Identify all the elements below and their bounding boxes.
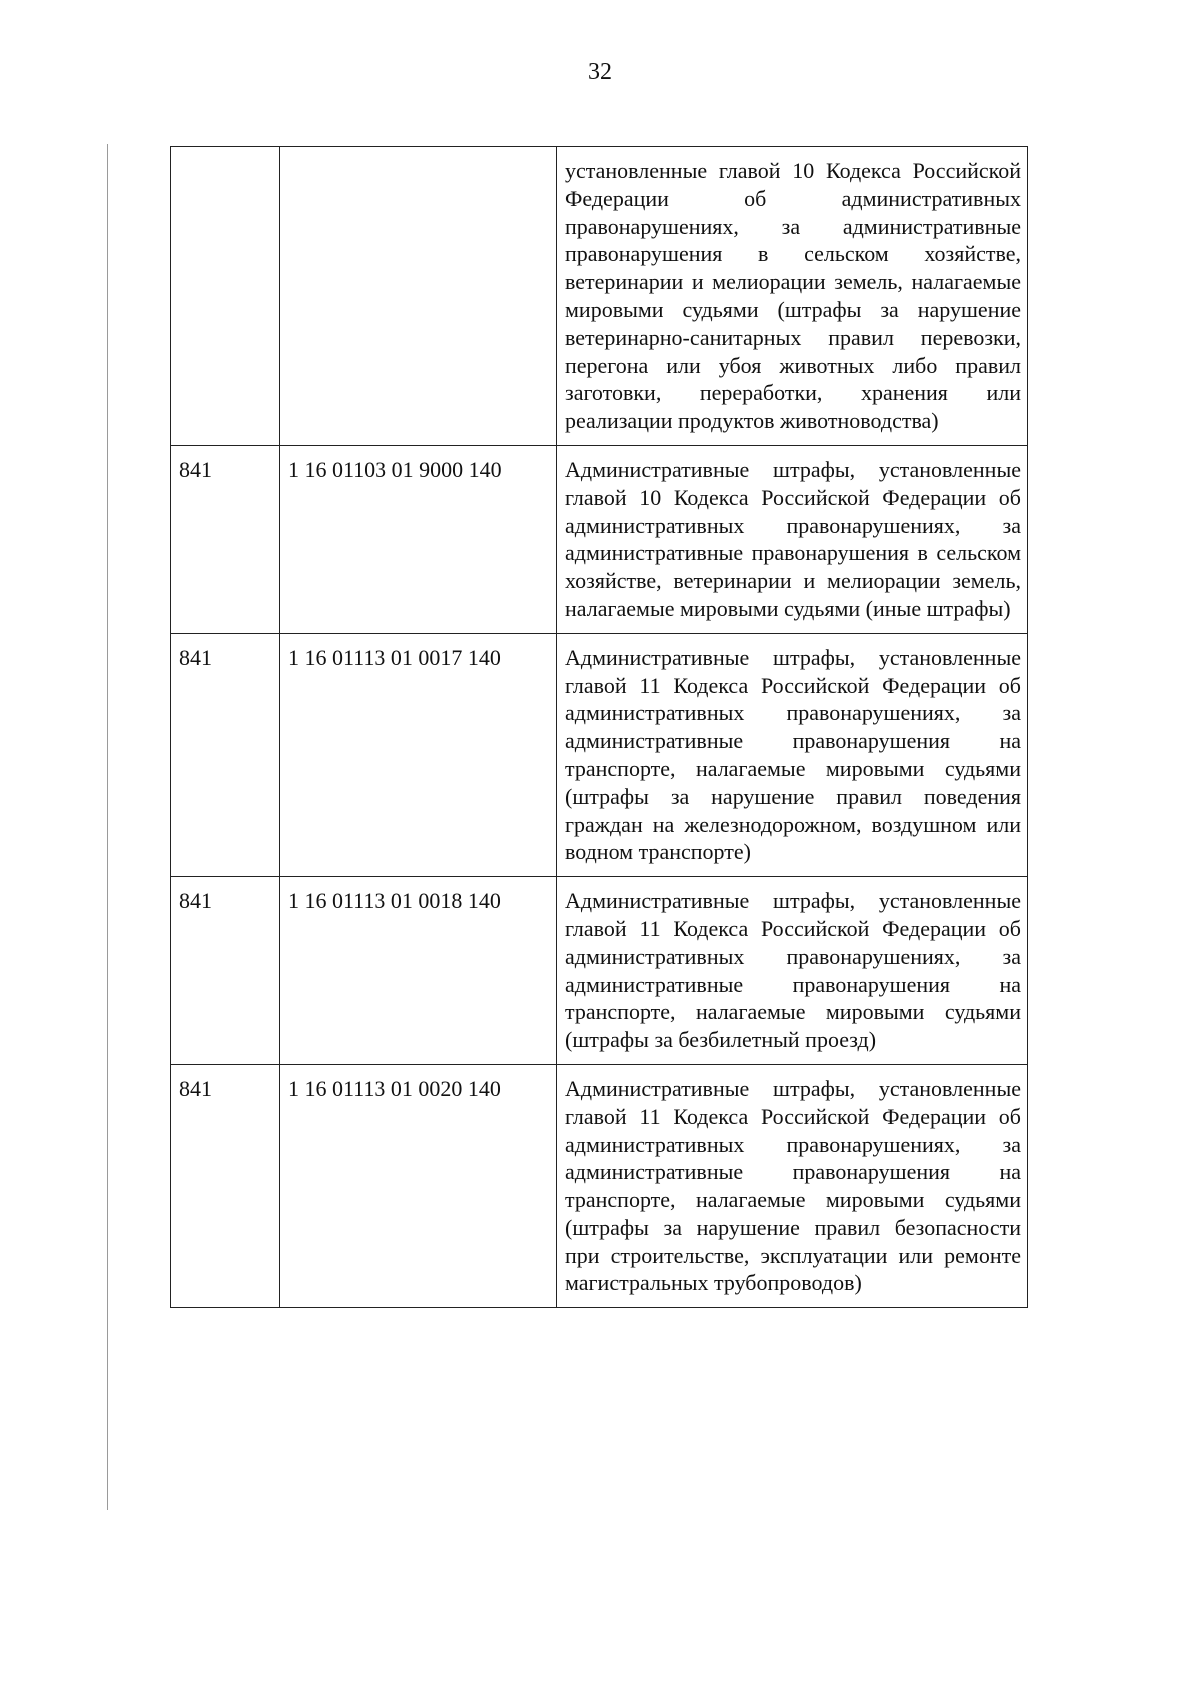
description-text: Административные штрафы, установленные главой 10 Кодекса Российской Федерации об административных правонарушениях, за административные правонарушения в сельском хозяйстве, ветеринарии и мелиорации земель, налагаемые мировыми судьями (иные штрафы) [565,456,1021,621]
description-cell [557,877,1028,1065]
table-row [171,1064,1028,1307]
description-text: Административные штрафы, установленные главой 11 Кодекса Российской Федерации об административных правонарушениях, за административные правонарушения на транспорте, налагаемые мировыми судьями (штрафы за нарушение правил безопасности при строительстве, эксплуатации или ремонте магистральных трубопроводов) [565,1075,1021,1296]
revenue-codes-table [170,146,1028,1308]
kbk-cell: 1 16 01113 01 0018 140 [280,877,557,1065]
description-text: установленные главой 10 Кодекса Российской Федерации об административных правонарушениях, за административные правонарушения в сельском хозяйстве, ветеринарии и мелиорации земель, налагаемые мировыми судьями (штрафы за нарушение ветеринарно-санитарных правил перевозки, перегона или убоя животных либо правил заготовки, переработки, хранения или реализации продуктов животноводства) [565,158,1021,434]
admin-code-cell: 841 [171,633,280,876]
kbk-cell: 1 16 01103 01 9000 140 [280,445,557,633]
admin-code-cell: 841 [171,445,280,633]
table-row [171,633,1028,876]
margin-rule [107,144,108,1510]
description-cell [557,633,1028,876]
description-cell [557,147,1028,446]
admin-code-cell [171,147,280,446]
kbk-cell: 1 16 01113 01 0017 140 [280,633,557,876]
description-text: Административные штрафы, установленные главой 11 Кодекса Российской Федерации об административных правонарушениях, за административные правонарушения на транспорте, налагаемые мировыми судьями (штрафы за безбилетный проезд) [565,888,1021,1053]
admin-code-cell: 841 [171,877,280,1065]
table-row [171,877,1028,1065]
description-cell [557,445,1028,633]
kbk-cell [280,147,557,446]
kbk-cell: 1 16 01113 01 0020 140 [280,1064,557,1307]
table-row [171,445,1028,633]
page-number: 32 [588,59,612,85]
table-row [171,147,1028,446]
admin-code-cell: 841 [171,1064,280,1307]
description-cell [557,1064,1028,1307]
description-text: Административные штрафы, установленные главой 11 Кодекса Российской Федерации об административных правонарушениях, за административные правонарушения на транспорте, налагаемые мировыми судьями (штрафы за нарушение правил поведения граждан на железнодорожном, воздушном или водном транспорте) [565,644,1021,865]
